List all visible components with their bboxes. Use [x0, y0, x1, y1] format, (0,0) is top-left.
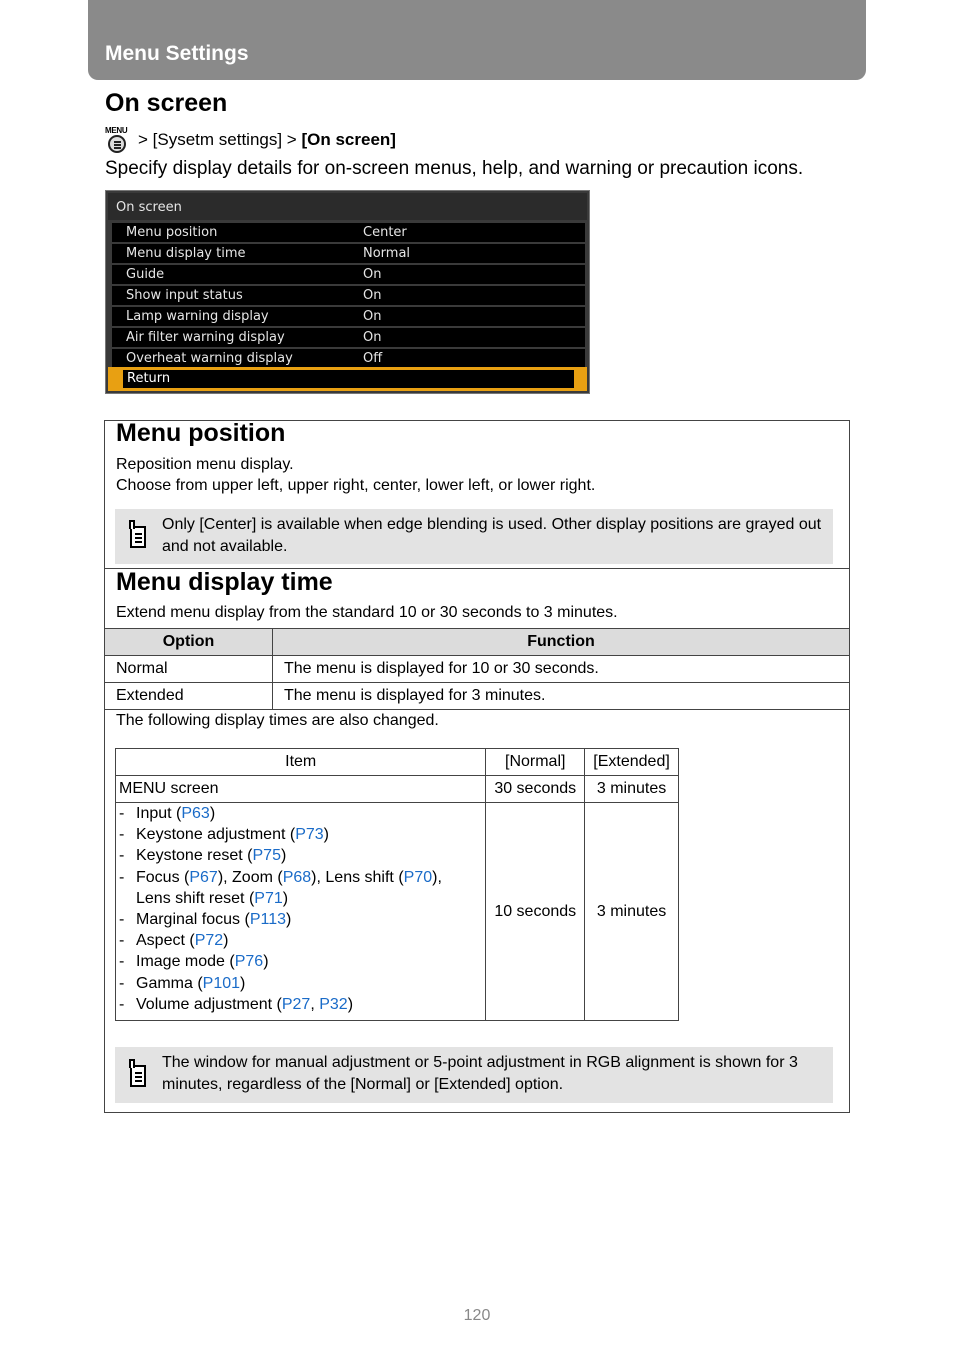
- page-link[interactable]: P113: [249, 911, 287, 929]
- note-box: [115, 1047, 833, 1103]
- breadcrumb-path: > [Sysetm settings] >: [138, 130, 297, 149]
- osd-row: Menu display time Normal: [112, 244, 585, 263]
- also-changed-text: The following display times are also changed.: [116, 712, 439, 729]
- osd-selected-row: [108, 367, 587, 391]
- page-link[interactable]: P27: [281, 995, 311, 1013]
- osd-return-label: Return: [123, 370, 574, 388]
- page-title: On screen: [105, 89, 228, 117]
- osd-title: On screen: [108, 193, 587, 220]
- list-item: - Marginal focus (P113): [119, 909, 482, 930]
- menu-display-time-desc: Extend menu display from the standard 10 or 30 seconds to 3 minutes.: [116, 604, 618, 621]
- osd-row: Menu position Center: [112, 223, 585, 242]
- page-link[interactable]: P75: [252, 847, 281, 865]
- page-link[interactable]: P73: [295, 826, 324, 844]
- note-icon: [128, 1059, 149, 1089]
- page-link[interactable]: P68: [282, 868, 312, 886]
- page-link[interactable]: P76: [234, 953, 264, 971]
- page-link[interactable]: P72: [194, 932, 224, 950]
- table-header: Option: [105, 629, 273, 656]
- page-link[interactable]: P70: [403, 868, 433, 886]
- table-header: [Extended]: [585, 749, 679, 776]
- osd-row: Lamp warning display On: [112, 307, 585, 326]
- table-header: [Normal]: [486, 749, 585, 776]
- osd-row: Show input status On: [112, 286, 585, 305]
- affected-items-list: [119, 803, 482, 1015]
- menu-position-desc2: Choose from upper left, upper right, center, lower left, or lower right.: [116, 477, 596, 494]
- section-header-bar: [88, 0, 866, 80]
- osd-menu-screenshot: [105, 190, 590, 394]
- table-row: Extended The menu is displayed for 3 minutes.: [105, 683, 850, 710]
- list-item: - Image mode (P76): [119, 951, 482, 972]
- display-times-table: [115, 748, 679, 1021]
- table-row: - Input (P63) - Keystone adjustment (P73) - Keystone reset (P75) - Focus (P67), Zoom (P68), Lens shift (P70), Lens shift reset (P71) - Marginal focus (P113) - Aspect (P72) - Image mode (P76) - Gamma (P101) - Volume adjustment (P27, P32) 10 seconds 3 minutes: [116, 803, 679, 1021]
- menu-button-icon: MENU: [105, 126, 131, 154]
- breadcrumb-current: [On screen]: [301, 130, 396, 149]
- list-item: - Volume adjustment (P27, P32): [119, 994, 482, 1015]
- page-link[interactable]: P67: [189, 868, 218, 886]
- list-item: - Keystone reset (P75): [119, 845, 482, 866]
- options-table: [104, 628, 850, 710]
- section-header-title: Menu Settings: [105, 42, 249, 65]
- list-item: - Input (P63): [119, 803, 482, 824]
- note-text: The window for manual adjustment or 5-point adjustment in RGB alignment is shown for 3 minutes, regardless of the [Normal] or [Extended] option.: [162, 1054, 798, 1093]
- list-item: - Keystone adjustment (P73): [119, 824, 482, 845]
- page-link[interactable]: P32: [319, 995, 348, 1013]
- table-row: Normal The menu is displayed for 10 or 30 seconds.: [105, 656, 850, 683]
- osd-row: Air filter warning display On: [112, 328, 585, 347]
- list-item: - Gamma (P101): [119, 973, 482, 994]
- note-icon: [128, 520, 149, 550]
- menu-position-desc1: Reposition menu display.: [116, 456, 294, 473]
- page-link[interactable]: P71: [254, 889, 283, 907]
- note-box: [115, 509, 833, 564]
- list-item: - Aspect (P72): [119, 930, 482, 951]
- list-item: - Focus (P67), Zoom (P68), Lens shift (P70), Lens shift reset (P71): [119, 867, 482, 909]
- menu-display-time-title: Menu display time: [116, 568, 333, 596]
- page-link[interactable]: P101: [202, 974, 241, 992]
- osd-row: Guide On: [112, 265, 585, 284]
- menu-position-title: Menu position: [116, 419, 286, 447]
- page-number: 120: [463, 1307, 491, 1324]
- intro-text: Specify display details for on-screen menus, help, and warning or precaution icons.: [105, 158, 804, 179]
- table-header: Item: [116, 749, 486, 776]
- osd-row: Overheat warning display Off: [112, 349, 585, 368]
- note-text: Only [Center] is available when edge blending is used. Other display positions are grayed out and not available.: [162, 516, 822, 555]
- page-link[interactable]: P63: [181, 805, 210, 822]
- table-header: Function: [273, 629, 850, 656]
- table-row: MENU screen 30 seconds 3 minutes: [116, 776, 679, 803]
- breadcrumb: [105, 126, 396, 154]
